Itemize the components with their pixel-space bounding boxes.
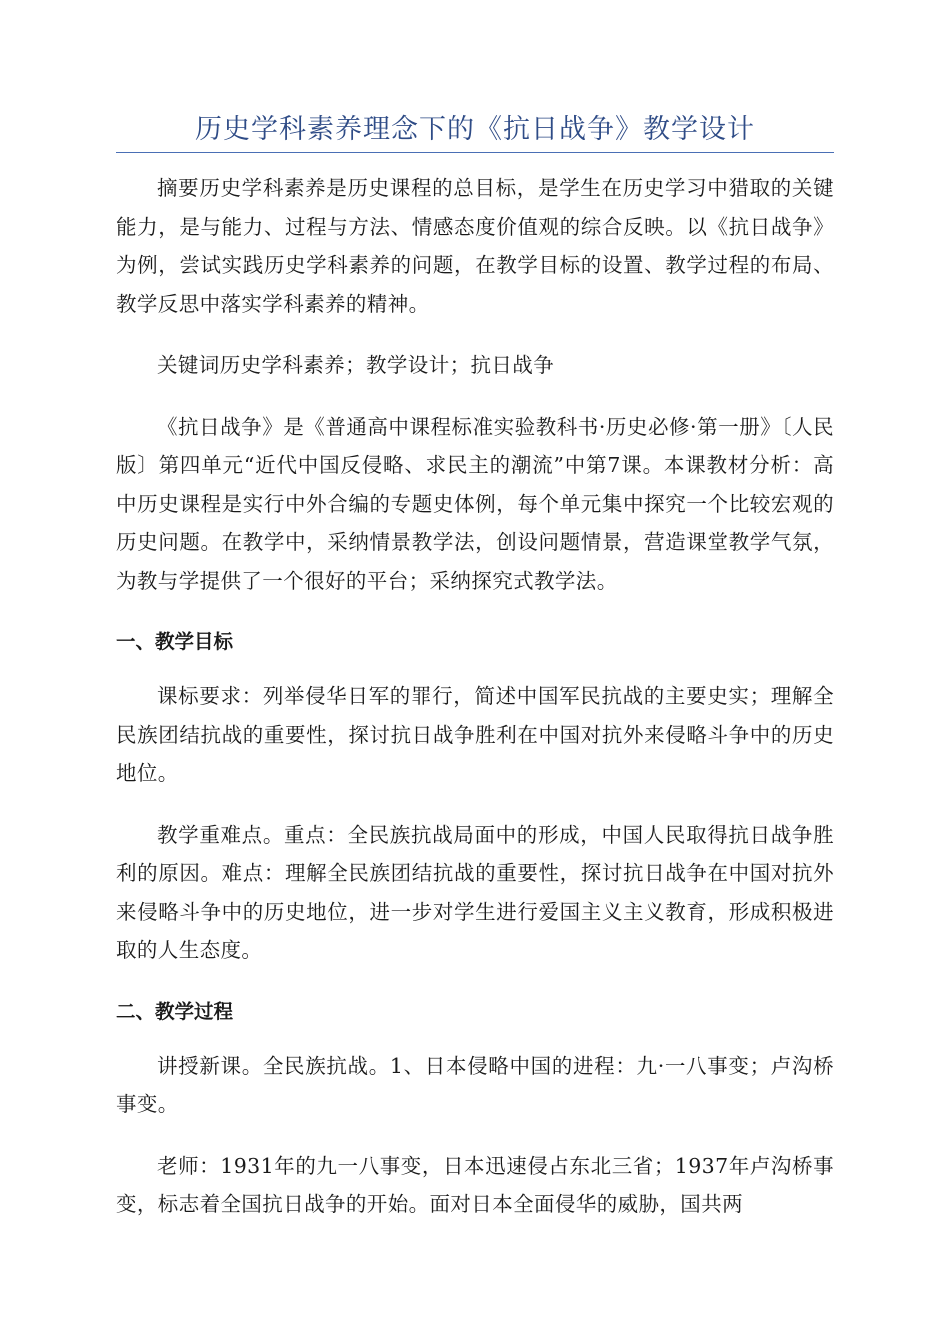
abstract-paragraph: 摘要历史学科素养是历史课程的总目标，是学生在历史学习中猎取的关键能力，是与能力、过程与方法、情感态度价值观的综合反映。以《抗日战争》为例，尝试实践历史学科素养的问题，在教学目标的设置、教学过程的布局、教学反思中落实学科素养的精神。 bbox=[116, 176, 834, 316]
curriculum-requirements-paragraph: 课标要求：列举侵华日军的罪行，简述中国军民抗战的主要史实；理解全民族团结抗战的重要性，探讨抗日战争胜利在中国对抗外来侵略斗争中的历史地位。 bbox=[116, 684, 834, 785]
document-title: 历史学科素养理念下的《抗日战争》教学设计 bbox=[195, 114, 755, 145]
title-underline bbox=[116, 152, 834, 153]
new-lesson-paragraph: 讲授新课。全民族抗战。1、日本侵略中国的进程：九·一八事变；卢沟桥事变。 bbox=[116, 1053, 834, 1116]
document-page bbox=[116, 108, 834, 1247]
key-difficulties-paragraph: 教学重难点。重点：全民族抗战局面中的形成，中国人民取得抗日战争胜利的原因。难点：理解全民族团结抗战的重要性，探讨抗日战争在中国对抗外来侵略斗争中的历史地位，进一步对学生进行爱国主义主义教育，形成积极进取的人生态度。 bbox=[116, 822, 834, 962]
keywords-paragraph: 关键词历史学科素养；教学设计；抗日战争 bbox=[157, 353, 555, 377]
teacher-paragraph: 老师：1931年的九一八事变，日本迅速侵占东北三省；1937年卢沟桥事变，标志着全国抗日战争的开始。面对日本全面侵华的威胁，国共两 bbox=[116, 1153, 834, 1216]
section-heading-teaching-goals: 一、教学目标 bbox=[116, 630, 234, 653]
intro-paragraph: 《抗日战争》是《普通高中课程标准实验教科书·历史必修·第一册》〔人民版〕第四单元“近代中国反侵略、求民主的潮流”中第7课。本课教材分析：高中历史课程是实行中外合编的专题史体例，每个单元集中探究一个比较宏观的历史问题。在教学中，采纳情景教学法，创设问题情景，营造课堂教学气氛，为教与学提供了一个很好的平台；采纳探究式教学法。 bbox=[116, 414, 834, 593]
section-heading-teaching-process: 二、教学过程 bbox=[116, 999, 234, 1023]
